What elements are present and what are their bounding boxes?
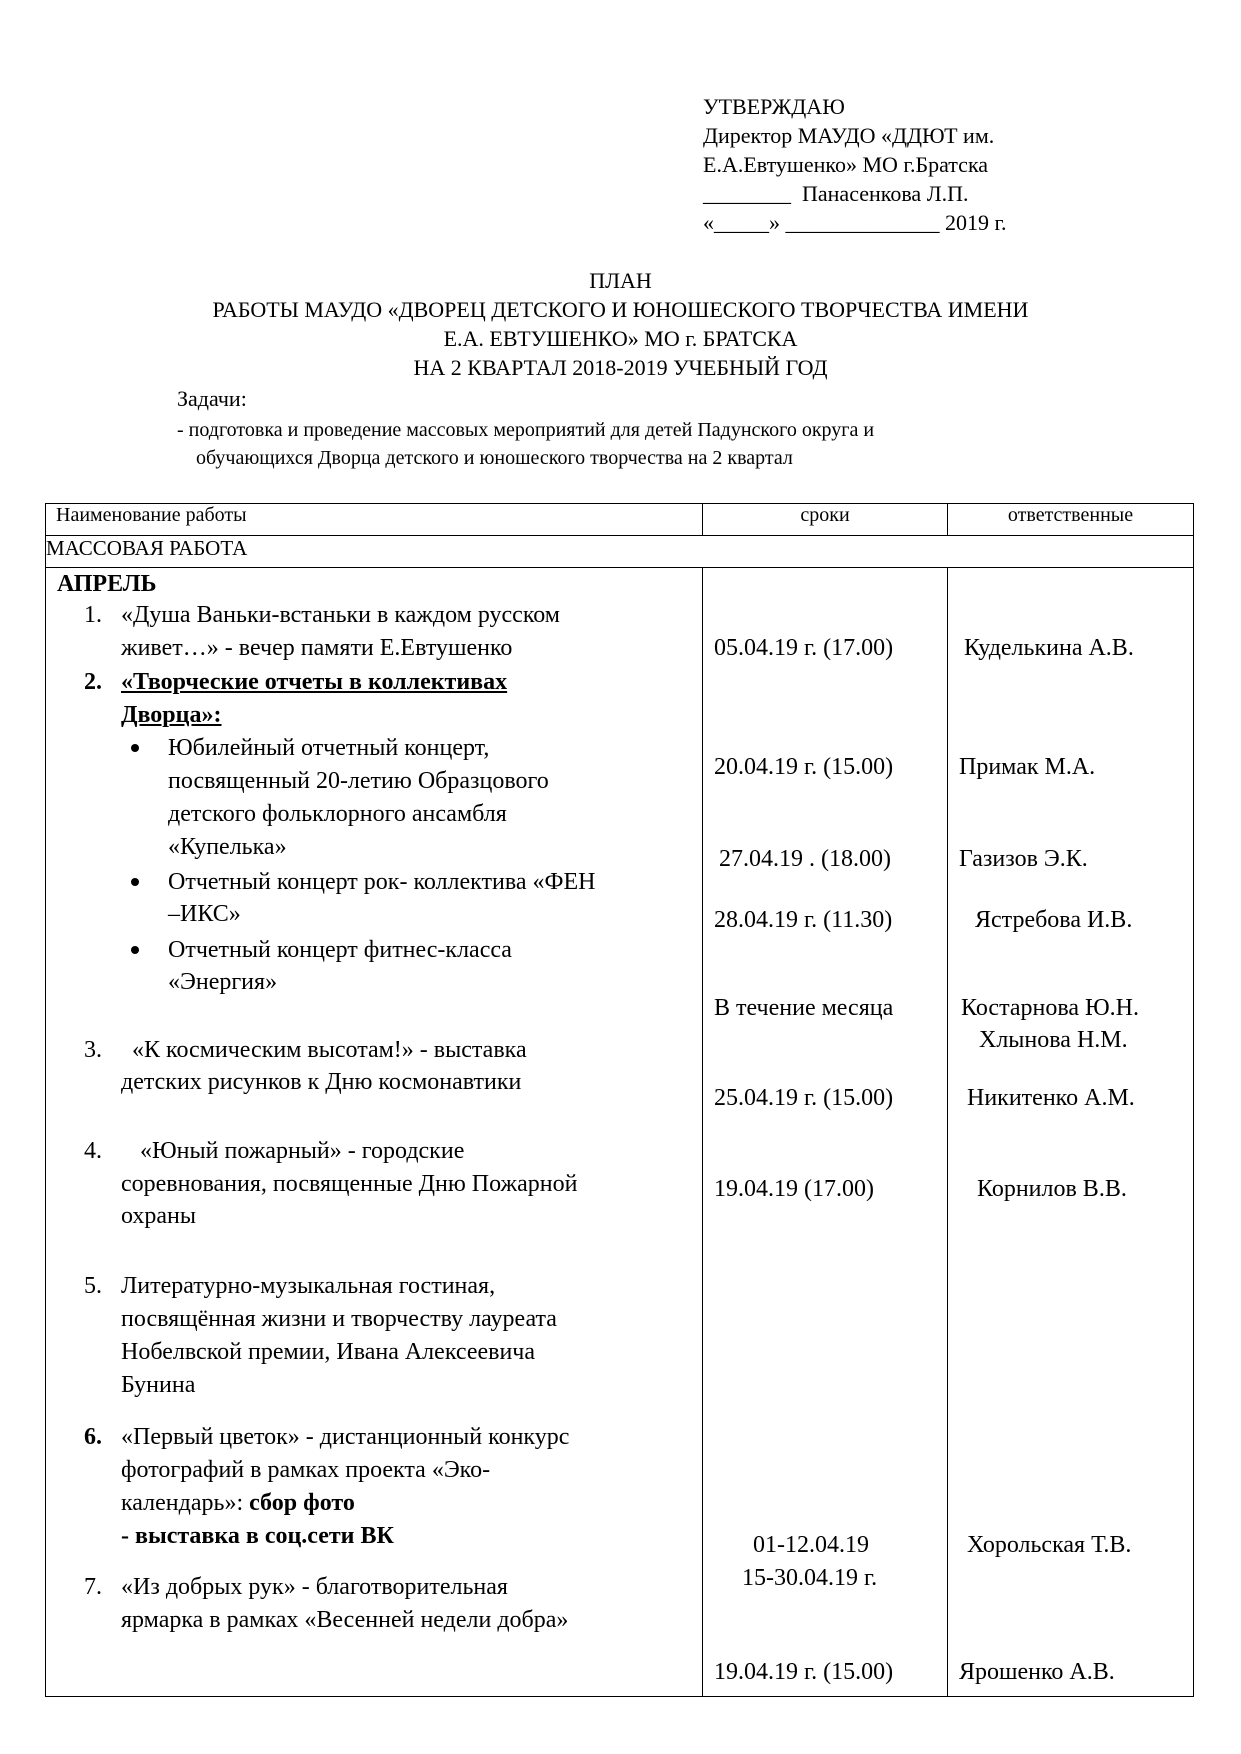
month-label: АПРЕЛЬ (57, 571, 157, 597)
bullet-text: посвященный 20-летию Образцового (168, 768, 549, 794)
bullet-text: Отчетный концерт рок- коллектива «ФЕН (168, 869, 596, 895)
item-text: фотографий в рамках проекта «Эко- (121, 1457, 491, 1483)
item-text: охраны (121, 1203, 197, 1229)
approval-line: Директор МАУДО «ДДЮТ им. (703, 123, 995, 148)
item-number: 6. (84, 1424, 102, 1450)
bullet-text: детского фольклорного ансамбля (168, 801, 507, 827)
date-value: 05.04.19 г. (17.00) (714, 635, 894, 661)
item-text: Бунина (121, 1372, 196, 1398)
date-value: 19.04.19 г. (15.00) (714, 1659, 894, 1685)
title-line: РАБОТЫ МАУДО «ДВОРЕЦ ДЕТСКОГО И ЮНОШЕСКОГО ТВОРЧЕСТВА ИМЕНИ (212, 297, 1029, 322)
date-value: 15-30.04.19 г. (742, 1565, 878, 1591)
work-cell (46, 568, 703, 1697)
item-number: 7. (84, 1574, 102, 1600)
item-text: «Юный пожарный» - городские (140, 1138, 465, 1164)
responsible-value: Ястребова И.В. (975, 907, 1133, 933)
title-line: Е.А. ЕВТУШЕНКО» МО г. БРАТСКА (443, 326, 798, 351)
title-line: НА 2 КВАРТАЛ 2018-2019 УЧЕБНЫЙ ГОД (413, 355, 828, 380)
tasks-item-line: - подготовка и проведение массовых мероприятий для детей Падунского округа и (177, 419, 875, 441)
responsible-value: Никитенко А.М. (967, 1085, 1135, 1111)
item-text: - выставка в соц.сети ВК (121, 1523, 394, 1549)
approval-date-line: «_____» ______________ 2019 г. (703, 210, 1007, 235)
approval-signature-line: ________ Панасенкова Л.П. (703, 181, 969, 206)
date-value: 25.04.19 г. (15.00) (714, 1085, 894, 1111)
item-text: Дворца»: (121, 702, 222, 728)
approval-line: Е.А.Евтушенко» МО г.Братска (703, 152, 989, 177)
table-row (46, 568, 1194, 1697)
bullet-text: Отчетный концерт фитнес-класса (168, 937, 512, 963)
item-number: 1. (84, 602, 102, 628)
date-value: 28.04.19 г. (11.30) (714, 907, 893, 933)
bullet-text: Юбилейный отчетный концерт, (168, 735, 490, 761)
responsible-value: Ярошенко А.В. (959, 1659, 1115, 1685)
bullet-text: «Купелька» (168, 834, 287, 860)
responsible-value: Корнилов В.В. (977, 1176, 1127, 1202)
header-responsible: ответственные (948, 504, 1194, 536)
item-text: ярмарка в рамках «Весенней недели добра» (121, 1607, 569, 1633)
item-text: «Творческие отчеты в коллективах (121, 669, 508, 695)
item-number: 3. (84, 1037, 102, 1063)
item-text-bold: сбор фото (249, 1490, 355, 1516)
responsible-value: Хлынова Н.М. (979, 1027, 1128, 1053)
section-row (46, 536, 1194, 568)
item-text: живет…» - вечер памяти Е.Евтушенко (121, 635, 513, 661)
tasks-item-line: обучающихся Дворца детского и юношеского творчества на 2 квартал (196, 447, 793, 469)
responsible-value: Костарнова Ю.Н. (961, 995, 1140, 1021)
document-title (0, 266, 1241, 382)
section-title: МАССОВАЯ РАБОТА (46, 536, 1194, 568)
item-text: «Душа Ваньки-встаньки в каждом русском (121, 602, 560, 628)
date-value: В течение месяца (714, 995, 894, 1021)
bullet-icon (131, 744, 139, 752)
bullet-text: –ИКС» (168, 901, 241, 927)
table-header-row (46, 504, 1194, 536)
item-text: посвящённая жизни и творчеству лауреата (121, 1306, 557, 1332)
item-text: Литературно-музыкальная гостиная, (121, 1273, 496, 1299)
item-text: «К космическим высотам!» - выставка (132, 1037, 527, 1063)
item-number: 5. (84, 1273, 102, 1299)
item-text: «Первый цветок» - дистанционный конкурс (121, 1424, 570, 1450)
item-number: 2. (84, 669, 102, 695)
dates-cell (703, 568, 948, 1697)
title-line: ПЛАН (589, 268, 652, 293)
bullet-icon (131, 946, 139, 954)
responsible-value: Газизов Э.К. (959, 846, 1088, 872)
date-value: 01-12.04.19 (753, 1532, 869, 1558)
item-number: 4. (84, 1138, 102, 1164)
item-text-part: календарь»: (121, 1490, 250, 1516)
tasks-item (177, 416, 874, 472)
item-text: Нобелвской премии, Ивана Алексеевича (121, 1339, 536, 1365)
date-value: 27.04.19 . (18.00) (719, 846, 891, 872)
header-dates: сроки (703, 504, 948, 536)
date-value: 20.04.19 г. (15.00) (714, 754, 894, 780)
approval-line: УТВЕРЖДАЮ (703, 94, 845, 119)
approval-block (703, 92, 1007, 237)
item-text: детских рисунков к Дню космонавтики (121, 1069, 522, 1095)
bullet-text: «Энергия» (168, 969, 278, 995)
responsible-cell (948, 568, 1194, 1697)
item-text (121, 1487, 355, 1520)
responsible-value: Хорольская Т.В. (967, 1532, 1132, 1558)
bullet-icon (131, 878, 139, 886)
responsible-value: Примак М.А. (959, 754, 1096, 780)
tasks-heading: Задачи: (177, 386, 247, 411)
date-value: 19.04.19 (17.00) (714, 1176, 874, 1202)
item-text: соревнования, посвященные Дню Пожарной (121, 1171, 578, 1197)
header-work-name: Наименование работы (46, 504, 703, 536)
plan-table (45, 503, 1194, 1697)
item-text: «Из добрых рук» - благотворительная (121, 1574, 508, 1600)
responsible-value: Куделькина А.В. (964, 635, 1134, 661)
